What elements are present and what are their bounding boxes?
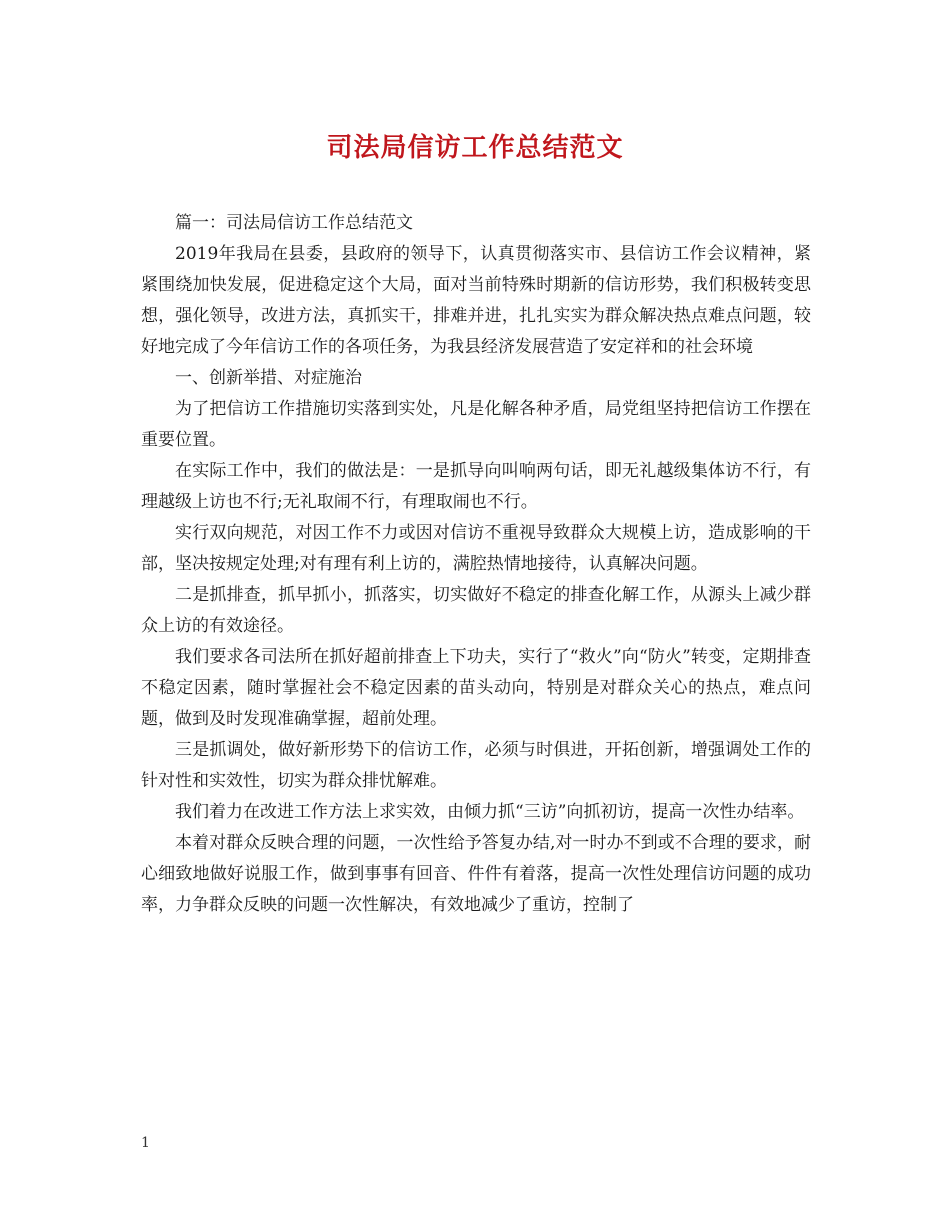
paragraph: 本着对群众反映合理的问题，一次性给予答复办结,对一时办不到或不合理的要求，耐心细致地做好说服工作，做到事事有回音、件件有着落，提高一次性处理信访问题的成功率，力争群众反映的问题一次性解决，有效地减少了重访，控制了	[141, 833, 811, 915]
section-heading: 一、创新举措、对症施治	[175, 368, 362, 388]
document-body	[141, 208, 811, 921]
paragraph: 在实际工作中，我们的做法是：一是抓导向叫响两句话，即无礼越级集体访不行，有理越级上访也不行;无礼取闹不行，有理取闹也不行。	[141, 461, 811, 512]
paragraph: 为了把信访工作措施切实落到实处，凡是化解各种矛盾，局党组坚持把信访工作摆在重要位置。	[141, 399, 811, 450]
paragraph: 篇一：司法局信访工作总结范文	[175, 213, 413, 233]
paragraph: 二是抓排查，抓早抓小，抓落实，切实做好不稳定的排查化解工作，从源头上减少群众上访的有效途径。	[141, 585, 811, 636]
paragraph: 三是抓调处，做好新形势下的信访工作，必须与时俱进，开拓创新，增强调处工作的针对性和实效性，切实为群众排忧解难。	[141, 740, 811, 791]
paragraph: 我们着力在改进工作方法上求实效，由倾力抓“三访”向抓初访，提高一次性办结率。	[175, 802, 805, 822]
document-title: 司法局信访工作总结范文	[326, 133, 624, 163]
paragraph: 实行双向规范，对因工作不力或因对信访不重视导致群众大规模上访，造成影响的干部，坚决按规定处理;对有理有利上访的，满腔热情地接待，认真解决问题。	[141, 523, 811, 574]
paragraph: 我们要求各司法所在抓好超前排查上下功夫，实行了“救火”向“防火”转变，定期排查不稳定因素，随时掌握社会不稳定因素的苗头动向，特别是对群众关心的热点，难点问题，做到及时发现准确掌握，超前处理。	[141, 647, 811, 729]
page-number: 1	[141, 1135, 150, 1151]
paragraph: 2019年我局在县委，县政府的领导下，认真贯彻落实市、县信访工作会议精神，紧紧围绕加快发展，促进稳定这个大局，面对当前特殊时期新的信访形势，我们积极转变思想，强化领导，改进方法，真抓实干，排难并进，扎扎实实为群众解决热点难点问题，较好地完成了今年信访工作的各项任务，为我县经济发展营造了安定祥和的社会环境	[141, 244, 811, 357]
